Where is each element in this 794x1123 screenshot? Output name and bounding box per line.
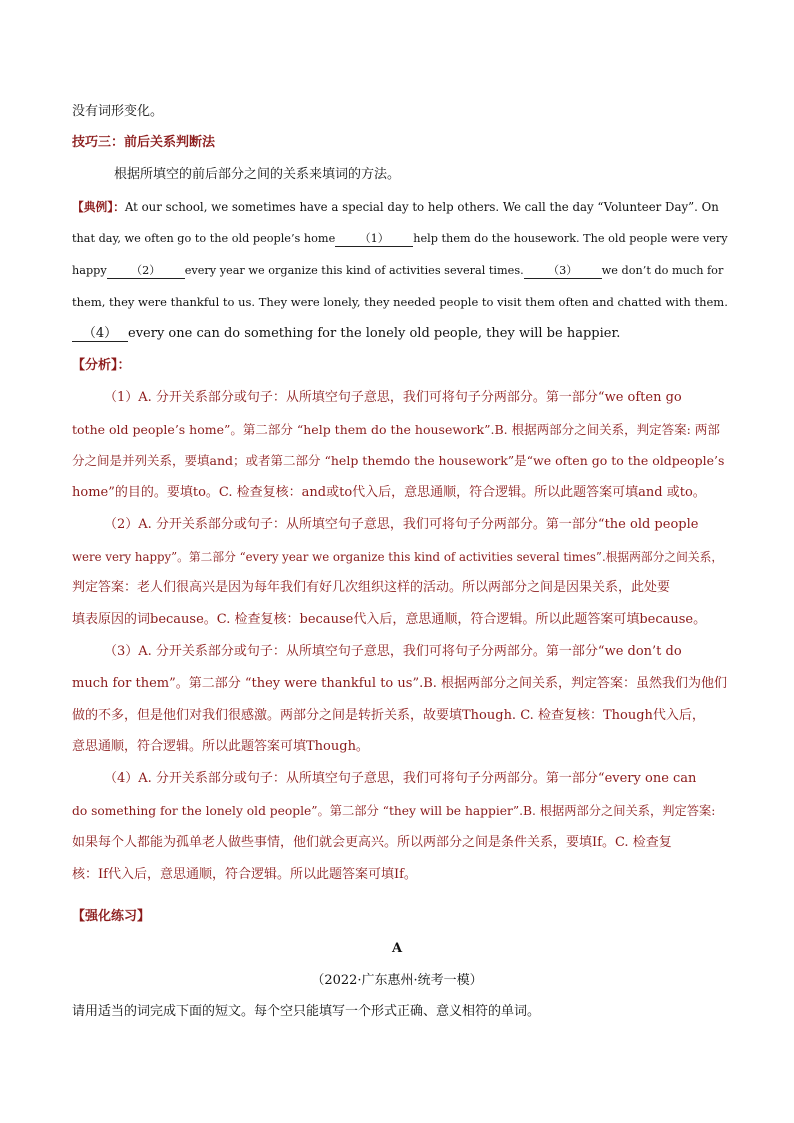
intro-line: 没有词形变化。 <box>72 104 164 119</box>
analysis-line: 分之间是并列关系，要填and；或者第二部分 “help themdo the housework”是“we often go to the oldpeople’s <box>72 453 725 468</box>
passage-source: （2022·广东惠州·统考一模） <box>311 973 483 988</box>
practice-tag: 【强化练习】 <box>72 909 151 924</box>
example-text: help them do the housework. The old people were very <box>413 232 728 245</box>
example-line-1 <box>72 199 719 215</box>
analysis-line: （1）A. 分开关系部分或句子：从所填空句子意思，我们可将句子分两部分。第一部分“we often go <box>104 390 682 405</box>
analysis-line: tothe old people’s home”。第二部分 “help them do the housework”.B. 根据两部分之间关系，判定答案: 两部 <box>72 422 720 437</box>
blank-1: （1） <box>335 232 413 247</box>
example-text: At our school, we sometimes have a special day to help others. We call the day “Volunteer Day”. On <box>124 200 719 214</box>
analysis-line: 填表原因的词because。C. 检查复核：because代入后，意思通顺，符合逻辑。所以此题答案可填because。 <box>72 612 707 627</box>
analysis-line: home”的目的。要填to。C. 检查复核：and或to代入后，意思通顺，符合逻辑。所以此题答案可填and 或to。 <box>72 485 706 500</box>
blank-3: （3） <box>524 264 602 279</box>
example-line-2 <box>72 231 728 247</box>
analysis-line: 做的不多，但是他们对我们很感激。两部分之间是转折关系，故要填Though. C. 检查复核：Though代入后， <box>72 708 705 723</box>
example-text: that day, we often go to the old people’s home <box>72 232 336 245</box>
analysis-line: 核：If代入后，意思通顺，符合逻辑。所以此题答案可填If。 <box>72 867 417 882</box>
analysis-line: （4）A. 分开关系部分或句子：从所填空句子意思，我们可将句子分两部分。第一部分“every one can <box>104 771 697 786</box>
example-line-3 <box>72 263 723 279</box>
tip-description: 根据所填空的前后部分之间的关系来填词的方法。 <box>114 167 401 182</box>
example-text: happy <box>72 264 107 277</box>
blank-2: （2） <box>107 264 185 279</box>
practice-instruction: 请用适当的词完成下面的短文。每个空只能填写一个形式正确、意义相符的单词。 <box>72 1004 541 1019</box>
example-text: every one can do something for the lonely old people, they will be happier. <box>128 326 621 341</box>
analysis-tag: 【分析】： <box>72 358 131 373</box>
analysis-line: 意思通顺，符合逻辑。所以此题答案可填Though。 <box>72 739 369 754</box>
blank-4: （4） <box>72 327 128 342</box>
example-text: every year we organize this kind of activities several times. <box>184 264 524 277</box>
analysis-line: 判定答案：老人们很高兴是因为每年我们有好几次组织这样的活动。所以两部分之间是因果关系，此处要 <box>72 580 671 595</box>
analysis-line: much for them”。第二部分 “they were thankful to us”.B. 根据两部分之间关系，判定答案：虽然我们为他们 <box>72 676 728 691</box>
analysis-line: （3）A. 分开关系部分或句子：从所填空句子意思，我们可将句子分两部分。第一部分“we don’t do <box>104 644 682 659</box>
analysis-line: do something for the lonely old people”。第二部分 “they will be happier”.B. 根据两部分之间关系，判定答案: <box>72 804 716 818</box>
example-text: we don’t do much for <box>601 264 724 277</box>
example-line-4: them, they were thankful to us. They were lonely, they needed people to visit them often and chatted with them. <box>72 295 728 309</box>
example-line-5 <box>72 326 620 342</box>
analysis-line: 如果每个人都能为孤单老人做些事情，他们就会更高兴。所以两部分之间是条件关系，要填If。C. 检查复 <box>72 835 672 850</box>
tip-title: 技巧三：前后关系判断法 <box>72 135 216 150</box>
analysis-line: （2）A. 分开关系部分或句子：从所填空句子意思，我们可将句子分两部分。第一部分“the old people <box>104 517 699 532</box>
passage-letter: A <box>391 941 403 956</box>
analysis-line: were very happy”。第二部分 “every year we organize this kind of activities several times”.根据两部分之间关系， <box>72 550 724 564</box>
example-tag: 【典例】： <box>72 200 125 214</box>
